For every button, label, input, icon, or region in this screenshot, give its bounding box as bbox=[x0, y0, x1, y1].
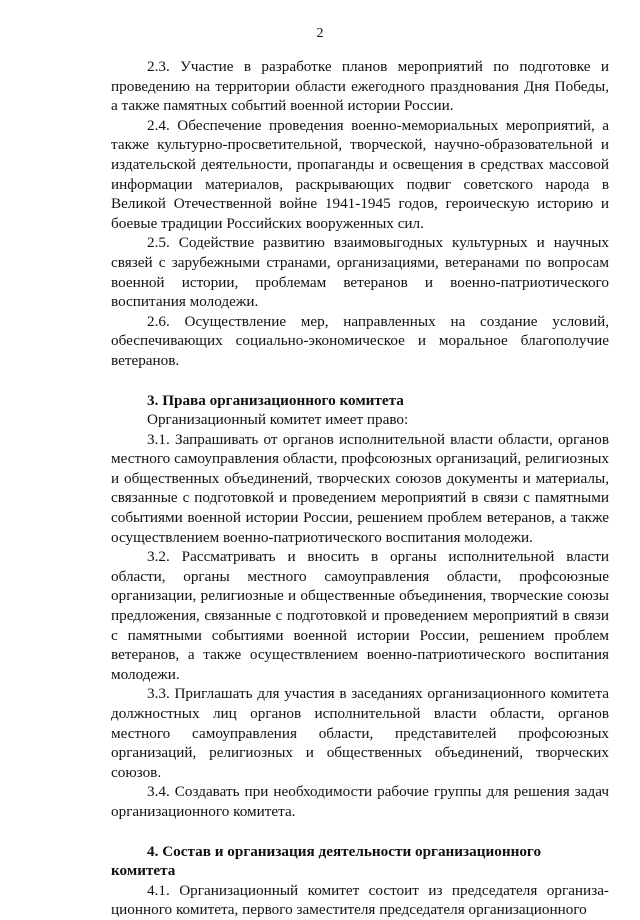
paragraph-2-3: 2.3. Участие в разработке планов мероприятий по подготовке и проведению на территории области ежегодного празднования Дня Победы, а также памятных событий военной истории России. bbox=[111, 58, 609, 115]
paragraph-3-3: 3.3. Приглашать для участия в заседаниях организационного комитета должностных лиц органов исполнительной власти области, органов местного самоуправления области, представителей профсоюзных организаций, религиозных и общественных объединений, творческих союзов. bbox=[111, 685, 609, 781]
section-spacer bbox=[111, 822, 609, 842]
document-body bbox=[111, 57, 609, 920]
section-3-heading: 3. Права организационного комитета bbox=[147, 391, 404, 409]
section-spacer bbox=[111, 371, 609, 391]
paragraph-2-5: 2.5. Содействие развитию взаимовыгодных культурных и научных связей с зарубежными странами, организациями, ветеранами по вопросам военной истории, проблемам ветеранов и военно-патриотического воспитания молодежи. bbox=[111, 234, 609, 311]
page-number: 2 bbox=[316, 26, 324, 41]
paragraph-4-1: 4.1. Организационный комитет состоит из председателя организа-ционного комитета, первого заместителя председателя организационного bbox=[111, 881, 609, 919]
paragraph-2-6: 2.6. Осуществление мер, направленных на создание условий, обеспечивающих социально-экономическое и моральное благополучие ветеранов. bbox=[111, 312, 609, 369]
paragraph-2-4: 2.4. Обеспечение проведения военно-мемориальных мероприятий, а также культурно-просветительной, творческой, научно-образовательной и издательской деятельности, пропаганды и освещения в средствах массовой информации материалов, раскрывающих подвиг советского народа в Великой Отечественной войне 1941-1945 годов, героическую историю и боевые традиции Российских вооруженных сил. bbox=[111, 116, 609, 232]
paragraph-3-1: 3.1. Запрашивать от органов исполнительной власти области, органов местного самоуправления области, профсоюзных организаций, религиозных и общественных объединений, творческих союзов документы и материалы, связанные с подготовкой и проведением мероприятий в связи с памятными событиями военной истории России, решением проблем ветеранов, а также осуществлением военно-патриотического воспитания молодежи. bbox=[111, 430, 609, 546]
section-4-heading: 4. Состав и организация деятельности организационного комитета bbox=[111, 842, 542, 880]
section-3-intro: Организационный комитет имеет право: bbox=[147, 411, 409, 429]
paragraph-3-4: 3.4. Создавать при необходимости рабочие группы для решения задач организационного комитета. bbox=[111, 783, 609, 820]
paragraph-3-2: 3.2. Рассматривать и вносить в органы исполнительной власти области, органы местного самоуправления области, профсоюзные организации, религиозные и общественные объединения, творческие союзы предложения, связанные с подготовкой и проведением мероприятий в связи с памятными событиями военной истории России, решением проблем ветеранов, а также осуществлением военно-патриотического воспитания молодежи. bbox=[111, 548, 609, 683]
